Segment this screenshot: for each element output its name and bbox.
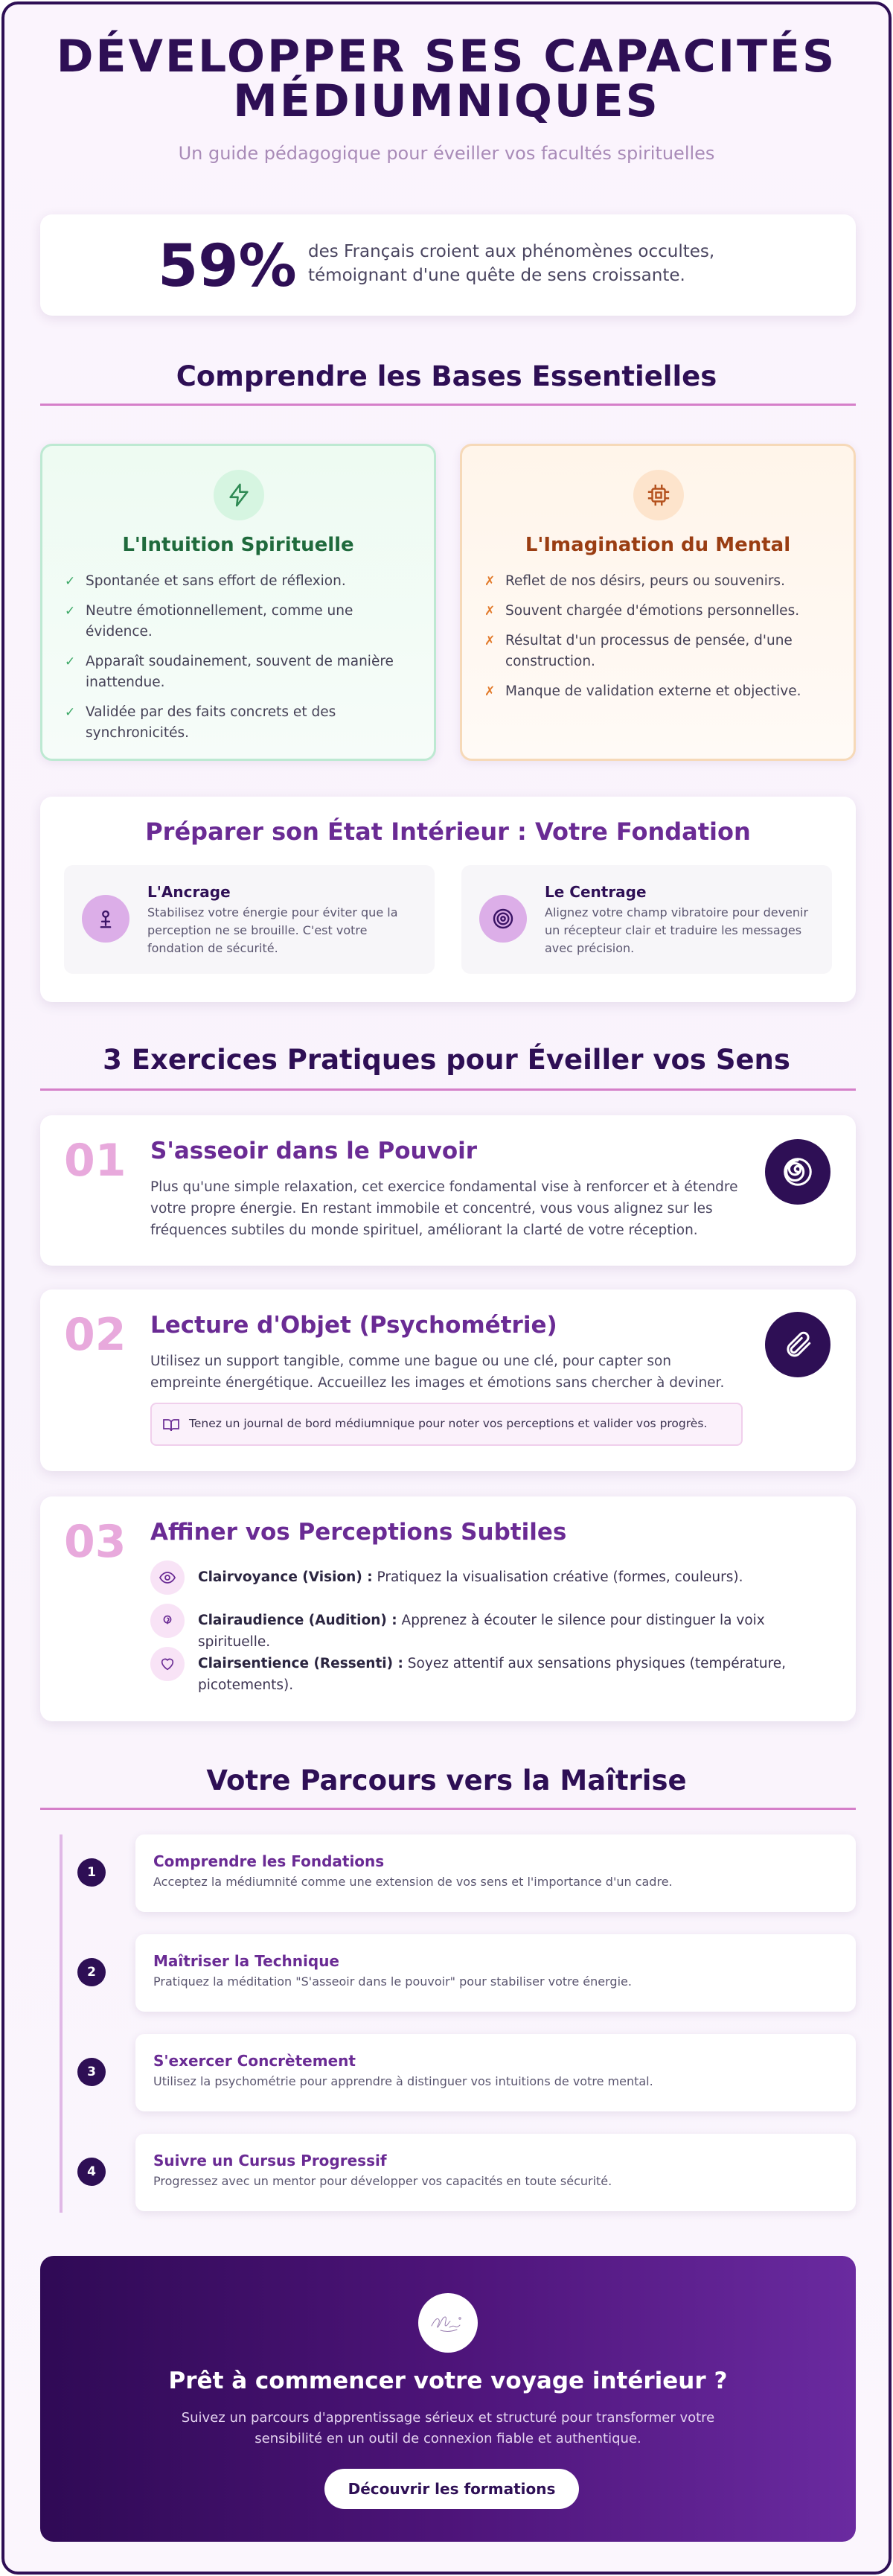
check-icon: ✓ xyxy=(65,654,76,669)
section-divider xyxy=(40,1808,856,1810)
stat-value: 59% xyxy=(158,233,297,300)
step-text: Acceptez la médiumnité comme une extension de vos sens et l'importance d'un cadre. xyxy=(153,1875,673,1889)
exercise-card-1 xyxy=(40,1115,856,1266)
cta-title: Prêt à commencer votre voyage intérieur ? xyxy=(168,2368,728,2394)
step-title: Maîtriser la Technique xyxy=(153,1952,339,1970)
cross-icon: ✗ xyxy=(484,684,496,699)
imagination-title: L'Imagination du Mental xyxy=(525,534,791,556)
list-item: ✓ Neutre émotionnellement, comme une évidence. xyxy=(65,601,415,643)
ear-icon xyxy=(150,1604,185,1638)
journey-step-1 xyxy=(135,1834,856,1912)
anchoring-box xyxy=(64,865,435,974)
list-item: ✓ Spontanée et sans effort de réflexion. xyxy=(65,571,415,592)
list-item: ✗ Souvent chargée d'émotions personnelles. xyxy=(484,601,834,622)
step-number-badge: 4 xyxy=(77,2158,106,2186)
tip-box xyxy=(150,1403,743,1446)
target-icon xyxy=(479,895,527,943)
section-divider xyxy=(40,1088,856,1091)
check-icon: ✓ xyxy=(65,574,76,589)
title-line-1: DÉVELOPPER SES CAPACITÉS xyxy=(56,31,837,83)
exercise-text: Utilisez un support tangible, comme une bague ou une clé, pour capter son empreinte énergétique. Accueillez les images et émotions sans chercher à deviner. xyxy=(150,1354,725,1391)
section-divider xyxy=(40,404,856,406)
imagination-list xyxy=(484,571,834,711)
sense-label: Clairaudience (Audition) : xyxy=(198,1613,397,1628)
list-item: ✓ Apparaît soudainement, souvent de manière inattendue. xyxy=(65,651,415,693)
list-item: ✗ Résultat d'un processus de pensée, d'une construction. xyxy=(484,631,834,672)
prepare-title: Préparer son État Intérieur : Votre Fondation xyxy=(145,817,751,846)
spiral-icon xyxy=(765,1139,830,1205)
cta-banner xyxy=(40,2256,856,2542)
signature-logo xyxy=(418,2293,478,2353)
heart-icon xyxy=(150,1647,185,1681)
exercise-card-3: 03 Affiner vos Perceptions Subtiles Clairvoyance (Vision) : Pratiquez la visualisation créative (formes, couleurs). Clairaudience (Audition) : Apprenez à écouter le silence pour distinguer la voix spirituelle. Clairsentience (Ressenti) : Soyez attentif aux sensations physiques (température, picotements). xyxy=(40,1496,856,1721)
exercise-number: 03 xyxy=(64,1516,127,1568)
step-number-badge: 3 xyxy=(77,2058,106,2086)
step-text: Progressez avec un mentor pour développer vos capacités en toute sécurité. xyxy=(153,2174,612,2188)
discover-formations-button[interactable]: Découvrir les formations xyxy=(324,2469,579,2509)
lightning-icon xyxy=(214,470,264,520)
chip-icon xyxy=(633,470,684,520)
step-number-badge: 1 xyxy=(77,1858,106,1887)
intuition-title: L'Intuition Spirituelle xyxy=(122,534,354,556)
cross-icon: ✗ xyxy=(484,574,496,589)
page-subtitle: Un guide pédagogique pour éveiller vos facultés spirituelles xyxy=(178,143,715,164)
prepare-card xyxy=(40,797,856,1002)
infographic-page xyxy=(1,1,892,2575)
anchoring-text: Stabilisez votre énergie pour éviter que la perception ne se brouille. C'est votre fondation de sécurité. xyxy=(147,905,398,955)
page-title xyxy=(4,31,889,127)
check-icon: ✓ xyxy=(65,705,76,720)
tip-text: Tenez un journal de bord médiumnique pour noter vos perceptions et valider vos progrès. xyxy=(189,1417,708,1430)
intuition-card xyxy=(40,444,436,761)
centering-box xyxy=(461,865,832,974)
step-title: Suivre un Cursus Progressif xyxy=(153,2152,387,2169)
journey-step-3 xyxy=(135,2034,856,2111)
exercise-text: Plus qu'une simple relaxation, cet exercice fondamental vise à renforcer et à étendre votre propre énergie. En restant immobile et concentré, vous vous alignez sur les fréquences subtiles du monde spirituel, améliorant la clarté de votre réception. xyxy=(150,1179,738,1238)
anchor-person-icon xyxy=(82,895,129,943)
step-number-badge: 2 xyxy=(77,1958,106,1986)
list-item: ✗ Reflet de nos désirs, peurs ou souvenirs. xyxy=(484,571,834,592)
list-item: ✓ Validée par des faits concrets et des synchronicités. xyxy=(65,702,415,744)
journey-section-title: Votre Parcours vers la Maîtrise xyxy=(206,1764,687,1796)
stat-card xyxy=(40,214,856,316)
eye-icon xyxy=(150,1560,185,1595)
centering-title: Le Centrage xyxy=(545,883,647,901)
cta-text: Suivez un parcours d'apprentissage sérieux et structuré pour transformer votre sensibilité en un outil de connexion fiable et authentique. xyxy=(181,2410,715,2446)
list-item: ✗ Manque de validation externe et objective. xyxy=(484,681,834,702)
anchoring-title: L'Ancrage xyxy=(147,883,231,901)
step-title: S'exercer Concrètement xyxy=(153,2052,356,2070)
cross-icon: ✗ xyxy=(484,604,496,619)
paperclip-icon xyxy=(765,1312,830,1377)
cross-icon: ✗ xyxy=(484,634,496,648)
sense-label: Clairsentience (Ressenti) : xyxy=(198,1656,403,1671)
timeline-line xyxy=(60,1834,63,2213)
exercise-title: Affiner vos Perceptions Subtiles xyxy=(150,1519,567,1546)
basics-section-title: Comprendre les Bases Essentielles xyxy=(176,360,717,392)
journey-step-2 xyxy=(135,1934,856,2012)
journey-step-4 xyxy=(135,2134,856,2211)
check-icon: ✓ xyxy=(65,604,76,619)
exercise-number: 02 xyxy=(64,1309,127,1361)
exercise-title: S'asseoir dans le Pouvoir xyxy=(150,1138,478,1164)
step-title: Comprendre les Fondations xyxy=(153,1852,385,1870)
step-text: Pratiquez la méditation "S'asseoir dans le pouvoir" pour stabiliser votre énergie. xyxy=(153,1974,632,1989)
exercise-number: 01 xyxy=(64,1135,127,1187)
exercise-card-2 xyxy=(40,1289,856,1471)
exercise-title: Lecture d'Objet (Psychométrie) xyxy=(150,1312,557,1339)
stat-text: des Français croient aux phénomènes occultes, témoignant d'une quête de sens croissante. xyxy=(308,242,715,285)
title-line-2: MÉDIUMNIQUES xyxy=(233,75,660,127)
exercises-section-title: 3 Exercices Pratiques pour Éveiller vos Sens xyxy=(103,1044,790,1076)
step-text: Utilisez la psychométrie pour apprendre à distinguer vos intuitions de votre mental. xyxy=(153,2074,653,2088)
intuition-list xyxy=(65,571,415,753)
sense-label: Clairvoyance (Vision) : xyxy=(198,1569,373,1585)
centering-text: Alignez votre champ vibratoire pour devenir un récepteur clair et traduire les messages avec précision. xyxy=(545,905,809,955)
imagination-card xyxy=(460,444,856,761)
book-icon xyxy=(162,1416,180,1437)
